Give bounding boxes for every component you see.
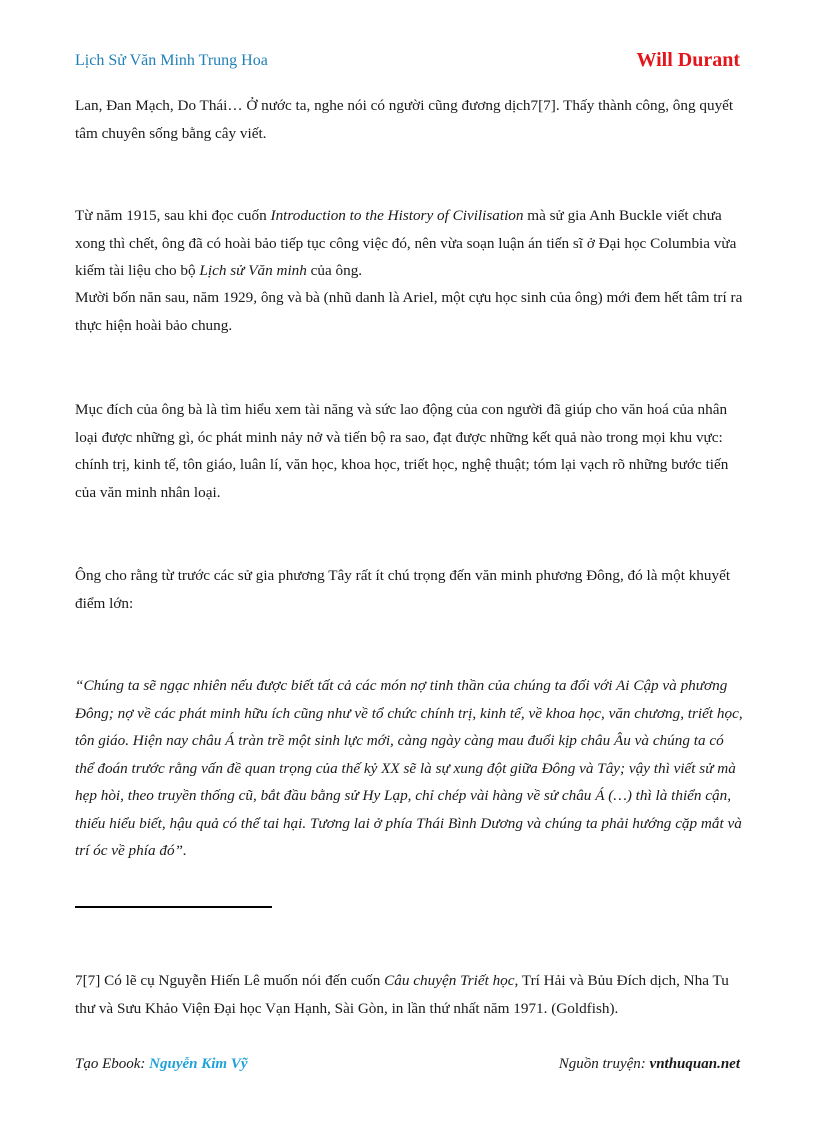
paragraph-2-text-b: mà sử gia Anh Buckle viết chưa xong thì chết, ông đã có hoài bảo tiếp tục công việc đó, nên vừa soạn luận án tiến sĩ ở Đại học Columbia vừa kiếm tài liệu cho bộ [75, 207, 737, 279]
footer-source-site[interactable]: vnthuquan.net [649, 1056, 740, 1072]
footer-ebook-label: Tạo Ebook [75, 1056, 141, 1072]
paragraph-1: Lan, Đan Mạch, Do Thái… Ở nước ta, nghe nói có người cũng đương dịch7[7]. Thấy thành công, ông quyết tâm chuyên sống bằng cây viết. [75, 97, 734, 142]
footer-source-separator: : [640, 1056, 650, 1072]
book-title-introduction: Introduction to the History of Civilisation [270, 207, 524, 224]
paragraph-2 [75, 202, 743, 285]
footer-ebook-name: Nguyễn Kim Vỹ [149, 1056, 248, 1072]
footnote-text-b: , Trí Hải và Bủu Đích dịch, Nha Tu thư và Sưu Khảo Viện Đại học Vạn Hạnh, Sài Gòn, in lần thứ nhất năm 1971. (Goldfish). [75, 972, 729, 1017]
footer-ebook-separator: : [140, 1056, 150, 1072]
footer-ebook-credit [75, 1056, 248, 1073]
footer-source [559, 1056, 740, 1073]
footnote [75, 967, 743, 1022]
header-author: Will Durant [636, 49, 740, 71]
work-title-lich-su-van-minh: Lịch sử Văn minh [199, 262, 307, 279]
paragraph-2-text-c: của ông. [306, 262, 363, 279]
paragraph-5: Ông cho rằng từ trước các sử gia phương Tây rất ít chú trọng đến văn minh phương Đông, đó là một khuyết điểm lớn: [75, 567, 731, 612]
footnote-separator [75, 906, 272, 908]
header-book-title: Lịch Sử Văn Minh Trung Hoa [75, 52, 268, 69]
footnote-text-a: 7[7] Có lẽ cụ Nguyễn Hiến Lê muốn nói đến cuốn [75, 972, 385, 989]
paragraph-3: Mười bốn năn sau, năm 1929, ông và bà (nhũ danh là Ariel, một cựu học sinh của ông) mới đem hết tâm trí ra thực hiện hoài bảo chung. [75, 289, 743, 334]
paragraph-4: Mục đích của ông bà là tìm hiểu xem tài năng và sức lao động của con người đã giúp cho văn hoá của nhân loại được những gì, óc phát minh nảy nở và tiến bộ ra sao, đạt được những kết quả nào trong mọi khu vực: chính trị, kinh tế, tôn giáo, luân lí, văn học, khoa học, triết học, nghệ thuật; tóm lại vạch rõ những bước tiến của văn minh nhân loại. [75, 401, 729, 501]
paragraph-2-text-a: Từ năm 1915, sau khi đọc cuốn [75, 207, 271, 224]
footer-source-label: Nguồn truyện [558, 1056, 641, 1072]
footnote-book-title: Câu chuyện Triết học [384, 972, 515, 989]
quote-block: “Chúng ta sẽ ngạc nhiên nếu được biết tất cả các món nợ tinh thần của chúng ta đối với Ai Cập và phương Đông; nợ về các phát minh hữu ích cũng như về tổ chức chính trị, kinh tế, về khoa học, văn chương, triết học, tôn giáo. Hiện nay châu Á tràn trề một sinh lực mới, càng ngày càng mau đuổi kịp châu Âu và chúng ta có thể đoán trước rằng vấn đề quan trọng của thế kỷ XX sẽ là sự xung đột giữa Đông và Tây; vậy thì viết sử mà hẹp hòi, theo truyền thống cũ, bắt đầu bằng sử Hy Lạp, chỉ chép vài hàng về sử châu Á (…) thì là thiển cận, thiếu hiểu biết, hậu quả có thể tai hại. Tương lai ở phía Thái Bình Dương và chúng ta phải hướng cặp mắt và trí óc về phía đó”. [75, 677, 743, 859]
